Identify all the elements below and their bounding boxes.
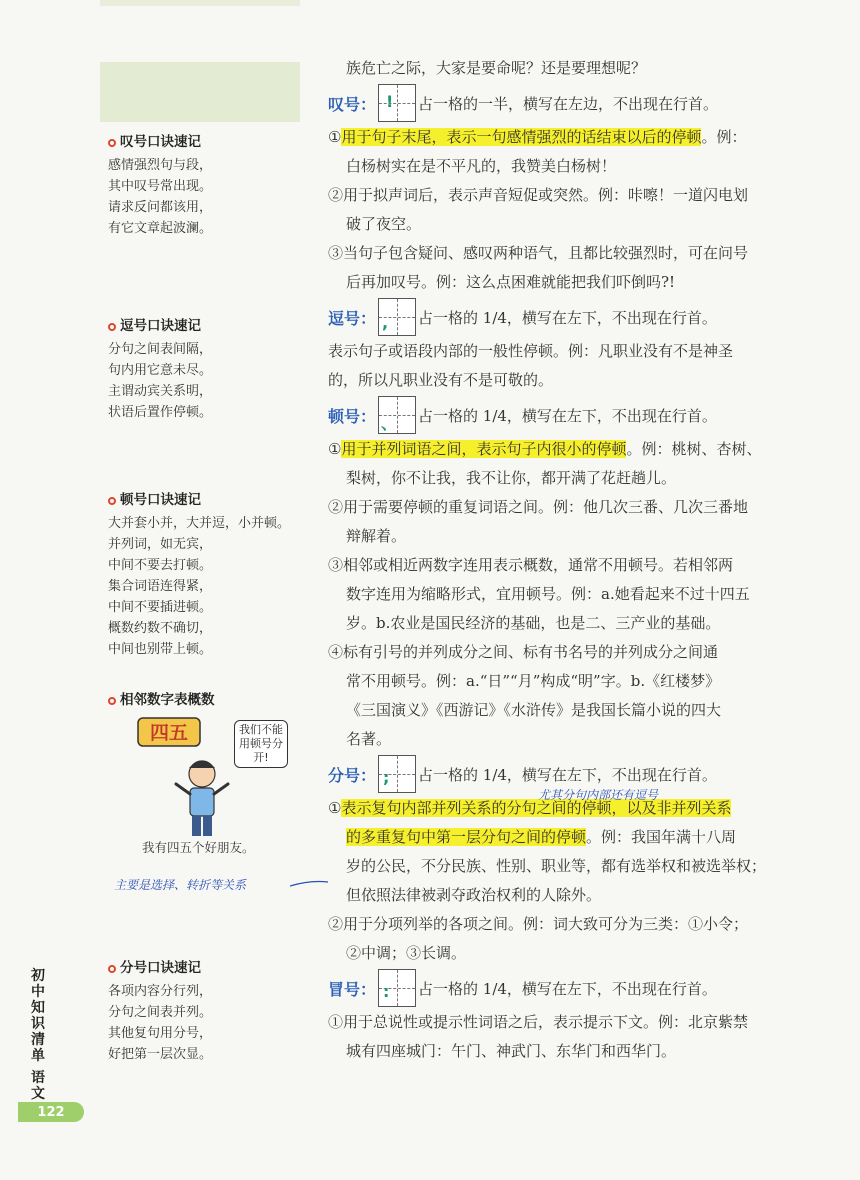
note-line: 中间也别带上顿。	[108, 642, 213, 657]
heading-label: 叹号：	[328, 94, 377, 114]
usage-line: 梨树，你不让我，我不让你，都开满了花赶趟儿。	[346, 469, 677, 487]
title-char: 语	[31, 1070, 45, 1086]
note-line: 主谓动宾关系明，	[108, 384, 213, 399]
note-line: 句内用它意未尽。	[108, 363, 213, 378]
note-line: 概数约数不确切，	[108, 621, 213, 636]
note-title: 叹号口诀速记	[120, 134, 201, 150]
usage-line: ①用于并列词语之间，表示句子内很小的停顿。例：桃树、杏树、	[328, 440, 762, 458]
note-line: 大并套小并，大并逗，小并顿。	[108, 516, 291, 531]
heading-desc: 占一格的一半，横写在左边，不出现在行首。	[418, 94, 719, 113]
heading-comma	[328, 297, 798, 337]
usage-line: 《三国演义》《西游记》《水浒传》是我国长篇小说的四大	[346, 701, 722, 719]
heading-colon	[328, 968, 798, 1008]
note-line: 集合词语连得紧，	[108, 579, 213, 594]
bullet-dot-icon	[108, 697, 116, 705]
note-line: 请求反问都该用，	[108, 200, 213, 215]
top-decor-bar	[100, 0, 300, 6]
heading-desc: 占一格的 1/4，横写在左下，不出现在行首。	[418, 308, 717, 327]
highlighted-text: 用于句子末尾，表示一句感情强烈的话结束以后的停顿	[341, 128, 702, 146]
usage-line: ③当句子包含疑问、感叹两种语气，且都比较强烈时，可在问号	[328, 244, 749, 262]
usage-line: 数字连用为缩略形式，宜用顿号。例：a.她看起来不过十四五	[346, 585, 750, 603]
usage-line: 后再加叹号。例：这么点困难就能把我们吓倒吗?!	[346, 273, 676, 291]
note-comma	[108, 316, 298, 423]
dun-mark-icon: 、	[381, 414, 398, 433]
usage-line: ①用于总说性或提示性词语之后，表示提示下文。例：北京紫禁	[328, 1013, 749, 1031]
usage-line: 城有四座城门：午门、神武门、东华门和西华门。	[346, 1042, 677, 1060]
usage-line: 白杨树实在是不平凡的，我赞美白杨树！	[346, 157, 617, 175]
text-line: 族危亡之际，大家是要命呢？还是要理想呢？	[346, 59, 647, 77]
note-approx-numbers	[108, 690, 298, 713]
heading-semicolon	[328, 754, 798, 802]
bullet-dot-icon	[108, 497, 116, 505]
usage-line: ③相邻或相近两数字连用表示概数，通常不用顿号。若相邻两	[328, 556, 734, 574]
note-line: 中间不要插进顿。	[108, 600, 213, 615]
note-line: 有它文章起波澜。	[108, 221, 213, 236]
title-char: 知	[31, 1000, 45, 1016]
heading-label: 逗号：	[328, 308, 377, 328]
sidebar-header-block	[100, 62, 300, 122]
semicolon-mark-icon: ;	[383, 768, 390, 787]
heading-label: 冒号：	[328, 979, 377, 999]
title-char: 初	[31, 968, 45, 984]
heading-label: 顿号：	[328, 406, 377, 426]
writing-grid-icon	[378, 969, 416, 1007]
heading-dun	[328, 395, 798, 435]
title-char: 文	[31, 1086, 45, 1102]
usage-line: 的，所以凡职业没有不是可敬的。	[328, 371, 554, 389]
usage-line: ①表示复句内部并列关系的分句之间的停顿，以及非并列关系	[328, 799, 732, 817]
usage-line: ②用于分项列举的各项之间。例：词大致可分为三类：①小令；	[328, 915, 749, 933]
writing-grid-icon	[378, 84, 416, 122]
usage-line: 破了夜空。	[346, 215, 422, 233]
handwritten-margin-note: 主要是选择、转折等关系	[114, 878, 247, 892]
note-line: 并列词，如无宾，	[108, 537, 213, 552]
highlighted-text: 的多重复句中第一层分句之间的停顿	[346, 828, 587, 846]
sign-text: 四五	[149, 722, 189, 744]
colon-mark-icon: :	[383, 982, 390, 1001]
title-char: 清	[31, 1032, 45, 1048]
usage-line: 辩解着。	[346, 527, 407, 545]
note-line: 感情强烈句与段，	[108, 158, 213, 173]
usage-line: 但依照法律被剥夺政治权利的人除外。	[346, 886, 602, 904]
usage-line: ④标有引号的并列成分之间、标有书名号的并列成分之间通	[328, 643, 719, 661]
book-title-vertical	[28, 968, 48, 1102]
handwritten-note: 尤其分句内部还有逗号	[538, 788, 659, 802]
heading-desc: 占一格的 1/4，横写在左下，不出现在行首。	[418, 979, 717, 998]
handwritten-arrow-icon	[290, 878, 330, 890]
usage-line: ②中调；③长调。	[346, 944, 467, 962]
heading-label: 分号：	[328, 765, 377, 785]
usage-line: 的多重复句中第一层分句之间的停顿。例：我国年满十八周	[346, 828, 737, 846]
note-line: 分句之间表并列。	[108, 1005, 213, 1020]
highlighted-text: 表示复句内部并列关系的分句之间的停顿，以及非并列关系	[341, 799, 732, 817]
usage-line: ②用于拟声词后，表示声音短促或突然。例：咔嚓！一道闪电划	[328, 186, 749, 204]
heading-desc: 占一格的 1/4，横写在左下，不出现在行首。	[418, 406, 717, 425]
note-line: 状语后置作停顿。	[108, 405, 213, 420]
usage-line: 岁的公民，不分民族、性别、职业等，都有选举权和被选举权；	[346, 857, 767, 875]
main-content	[328, 54, 798, 1066]
note-semicolon	[108, 958, 298, 1065]
note-title: 相邻数字表概数	[120, 692, 215, 708]
note-title: 逗号口诀速记	[120, 318, 201, 334]
cartoon-caption: 我有四五个好朋友。	[142, 840, 255, 855]
note-exclamation	[108, 132, 298, 239]
writing-grid-icon	[378, 755, 416, 793]
usage-line: ②用于需要停顿的重复词语之间。例：他几次三番、几次三番地	[328, 498, 749, 516]
note-line: 中间不要去打顿。	[108, 558, 213, 573]
usage-line: ①用于句子末尾，表示一句感情强烈的话结束以后的停顿。例：	[328, 128, 747, 146]
page-number: 122	[18, 1102, 84, 1122]
note-line: 分句之间表间隔，	[108, 342, 213, 357]
title-char: 单	[31, 1048, 45, 1064]
exclamation-mark-icon: !	[386, 92, 394, 111]
title-char: 中	[31, 984, 45, 1000]
bullet-dot-icon	[108, 323, 116, 331]
note-title: 分号口诀速记	[120, 960, 201, 976]
title-char: 识	[31, 1016, 45, 1032]
bullet-dot-icon	[108, 139, 116, 147]
writing-grid-icon	[378, 396, 416, 434]
note-line: 其他复句用分号，	[108, 1026, 213, 1041]
writing-grid-icon	[378, 298, 416, 336]
heading-exclamation	[328, 83, 798, 123]
note-line: 好把第一层次显。	[108, 1047, 213, 1062]
usage-line: 表示句子或语段内部的一般性停顿。例：凡职业没有不是神圣	[328, 342, 734, 360]
usage-line: 岁。b.农业是国民经济的基础，也是二、三产业的基础。	[346, 614, 721, 632]
comma-mark-icon: ,	[382, 313, 389, 332]
bullet-dot-icon	[108, 965, 116, 973]
note-dun	[108, 490, 298, 660]
note-line: 各项内容分行列，	[108, 984, 213, 999]
usage-line: 名著。	[346, 730, 392, 748]
note-line: 其中叹号常出现。	[108, 179, 213, 194]
speech-bubble: 我们不能用顿号分开!	[234, 720, 288, 768]
highlighted-text: 用于并列词语之间，表示句子内很小的停顿	[341, 440, 627, 458]
usage-line: 常不用顿号。例：a.“日”“月”构成“明”字。b.《红楼梦》	[346, 672, 721, 690]
note-title: 顿号口诀速记	[120, 492, 201, 508]
heading-desc: 占一格的 1/4，横写在左下，不出现在行首。	[418, 765, 717, 784]
